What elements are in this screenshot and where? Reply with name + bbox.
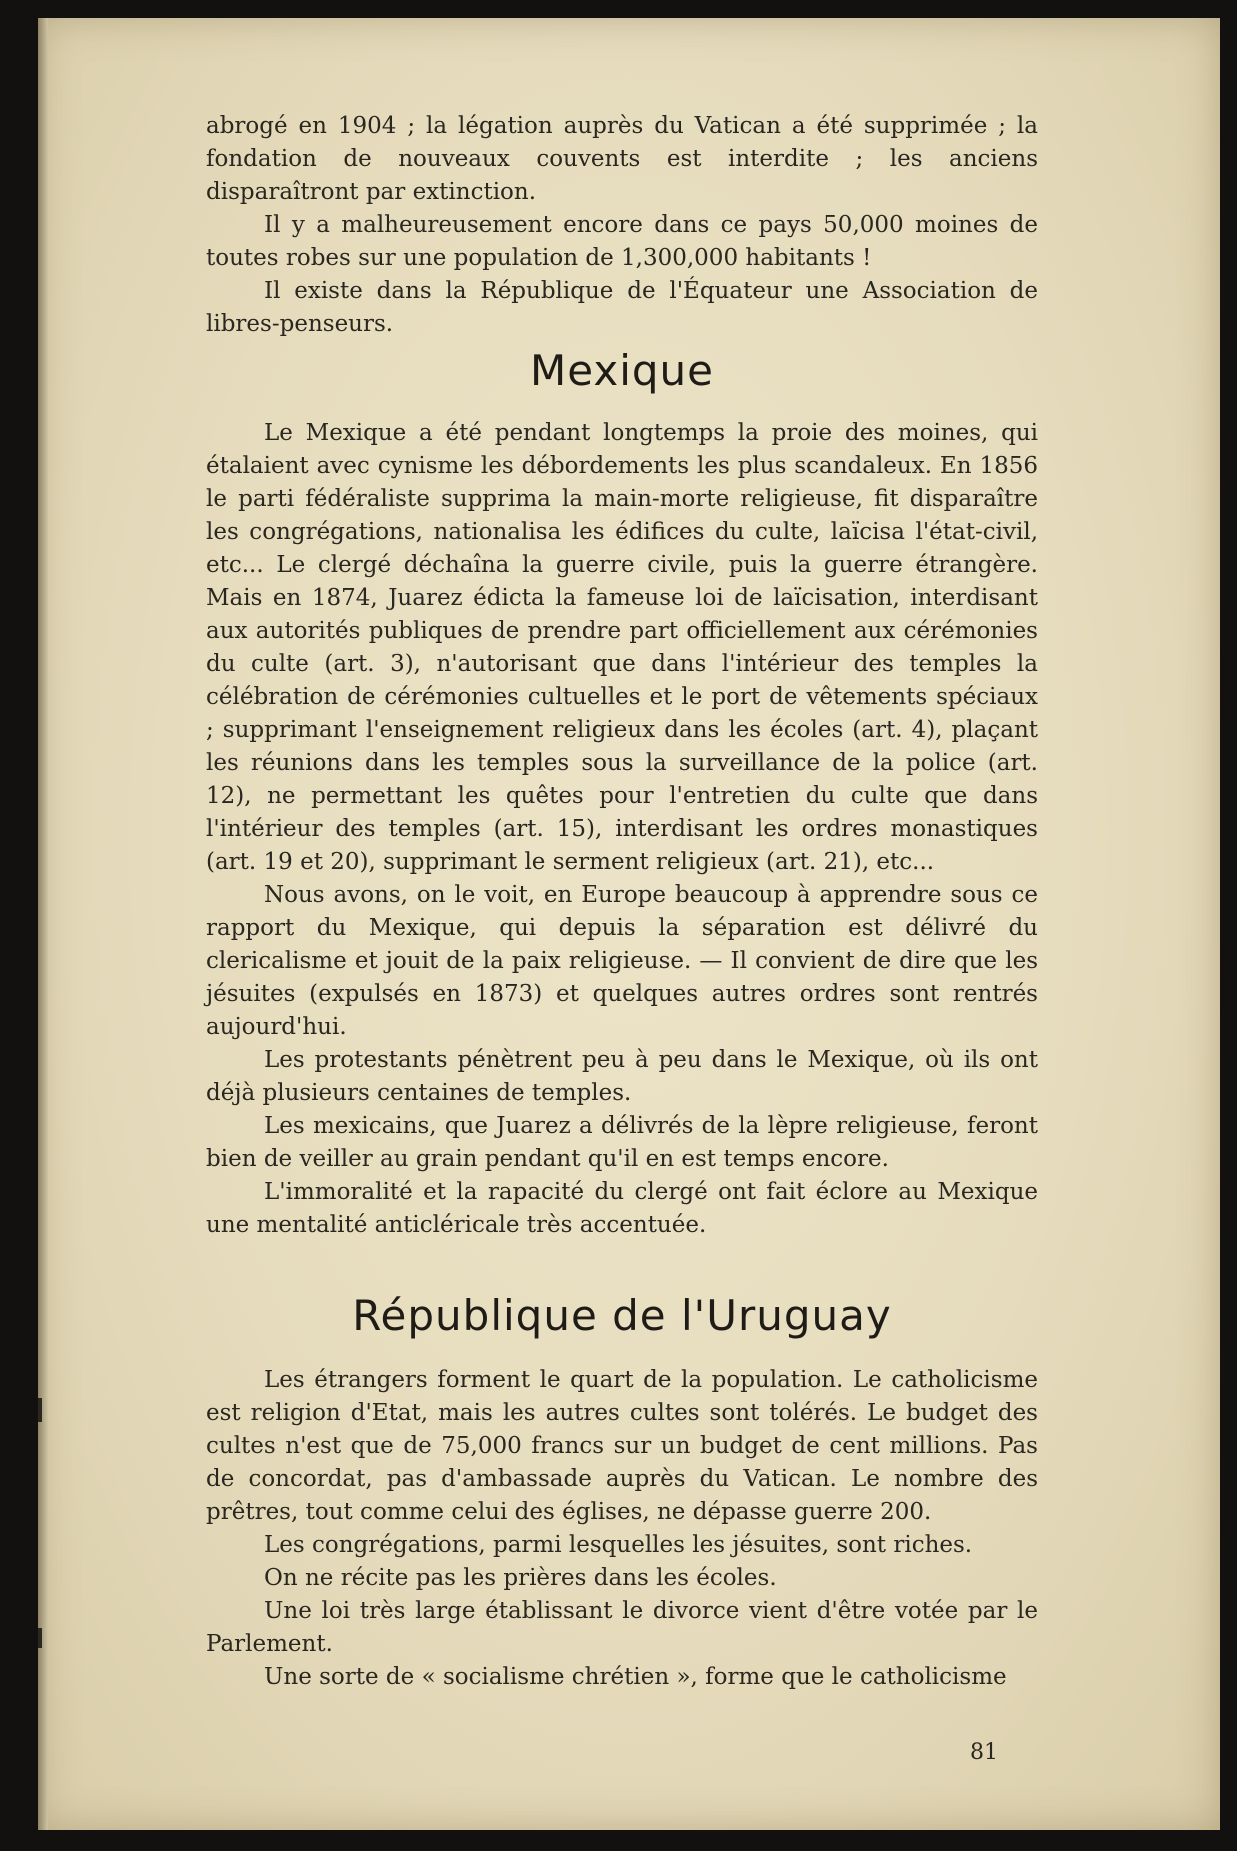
paragraph: Le Mexique a été pendant longtemps la proie des moines, qui étalaient avec cynisme les débordements les plus scandaleux. En 1856 le parti fédéraliste supprima la main-morte religieuse, fit disparaître les congrégations, nationalisa les édifices du culte, laïcisa l'état-civil, etc... Le clergé déchaîna la guerre civile, puis la guerre étrangère. Mais en 1874, Juarez édicta la fameuse loi de laïcisation, interdisant aux autorités publiques de prendre part officiellement aux cérémonies du culte (art. 3), n'autorisant que dans l'intérieur des temples la célébration de cérémonies cultuelles et le port de vêtements spéciaux ; supprimant l'enseignement religieux dans les écoles (art. 4), plaçant les réunions dans les temples sous la surveillance de la police (art. 12), ne permettant les quêtes pour l'entretien du culte que dans l'intérieur des temples (art. 15), interdisant les ordres monastiques (art. 19 et 20), supprimant le serment religieux (art. 21), etc... [206, 420, 1038, 875]
section-title-uruguay: République de l'Uruguay [352, 1291, 892, 1340]
page-text [206, 110, 1038, 1694]
paragraph: Les congrégations, parmi lesquelles les jésuites, sont riches. [264, 1532, 973, 1558]
paragraph: Nous avons, on le voit, en Europe beaucoup à apprendre sous ce rapport du Mexique, qui depuis la séparation est délivré du clericalisme et jouit de la paix religieuse. — Il convient de dire que les jésuites (expulsés en 1873) et quelques autres ordres sont rentrés aujourd'hui. [206, 882, 1038, 1040]
paragraph: Il y a malheureusement encore dans ce pays 50,000 moines de toutes robes sur une population de 1,300,000 habitants ! [206, 212, 1038, 271]
paragraph: L'immoralité et la rapacité du clergé ont fait éclore au Mexique une mentalité anticléricale très accentuée. [206, 1179, 1038, 1238]
page-number: 81 [970, 1740, 998, 1765]
paragraph: Les protestants pénètrent peu à peu dans le Mexique, où ils ont déjà plusieurs centaines de temples. [206, 1047, 1038, 1106]
section-title-mexique: Mexique [530, 346, 714, 395]
paragraph: Il existe dans la République de l'Équateur une Association de libres-penseurs. [206, 278, 1038, 337]
paragraph: Les mexicains, que Juarez a délivrés de la lèpre religieuse, feront bien de veiller au grain pendant qu'il en est temps encore. [206, 1113, 1038, 1172]
paragraph: Les étrangers forment le quart de la population. Le catholicisme est religion d'Etat, mais les autres cultes sont tolérés. Le budget des cultes n'est que de 75,000 francs sur un budget de cent millions. Pas de concordat, pas d'ambassade auprès du Vatican. Le nombre des prêtres, tout comme celui des églises, ne dépasse guerre 200. [206, 1367, 1038, 1525]
paragraph: On ne récite pas les prières dans les écoles. [264, 1565, 777, 1591]
paragraph: abrogé en 1904 ; la légation auprès du Vatican a été supprimée ; la fondation de nouveaux couvents est interdite ; les anciens disparaîtront par extinction. [206, 113, 1038, 205]
margin-mark [38, 1628, 42, 1648]
paragraph: Une loi très large établissant le divorce vient d'être votée par le Parlement. [206, 1598, 1038, 1657]
page-binding-edge [38, 18, 48, 1830]
paragraph: Une sorte de « socialisme chrétien », forme que le catholicisme [264, 1664, 1007, 1690]
margin-mark [38, 1398, 42, 1422]
